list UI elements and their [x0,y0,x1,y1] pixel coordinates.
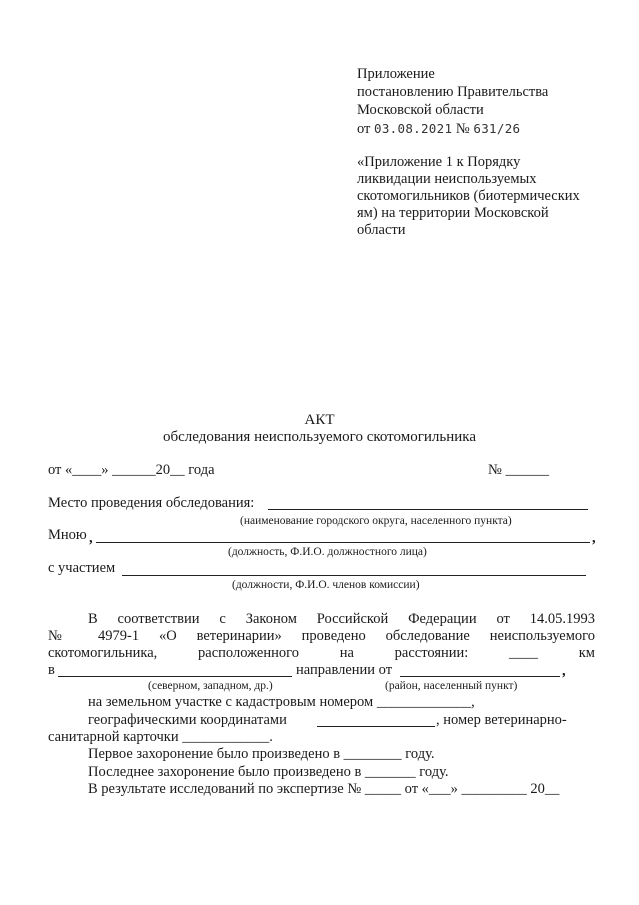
header-date-line [357,120,520,138]
coords-suffix: , номер ветеринарно- [436,712,567,728]
place-hint: (наименование городского округа, населенного пункта) [240,515,512,527]
participation-field[interactable] [122,575,586,576]
by-me-label: Мною [48,527,87,543]
participation-label: с участием [48,560,116,576]
header-line-3: Московской области [357,102,484,118]
district-field[interactable] [400,676,560,677]
by-me-hint: (должность, Ф.И.О. должностного лица) [228,546,427,558]
body-p1-line4-direction: направлении от [296,662,393,678]
district-comma: , [562,663,566,679]
act-subtitle: обследования неиспользуемого скотомогильника [162,429,477,445]
place-label: Место проведения обследования: [48,495,255,511]
participation-hint: (должности, Ф.И.О. членов комиссии) [232,579,420,591]
act-title: АКТ [304,412,335,428]
place-field[interactable] [268,509,588,510]
district-hint: (район, населенный пункт) [385,680,518,692]
coords-field[interactable] [317,726,435,727]
result-line[interactable]: В результате исследований по экспертизе № _____ от «___» _________ 20__ [88,781,560,797]
act-number-line[interactable]: № ______ [488,462,549,478]
body-p1-line4-prefix: в [48,662,55,678]
by-me-comma-right: , [592,530,596,546]
last-burial-line[interactable]: Последнее захоронение было произведено в _______ году. [88,764,449,780]
body-p1-line3: скотомогильника, расположенного на расстоянии: ____ км [48,645,595,661]
body-p1-line1: В соответствии с Законом Российской Федерации от 14.05.1993 [88,611,595,627]
appendix-line-2: ликвидации неиспользуемых [357,171,537,187]
by-me-field[interactable] [96,542,590,543]
first-burial-line[interactable]: Первое захоронение было произведено в ________ году. [88,746,435,762]
appendix-line-4: ям) на территории Московской [357,205,549,221]
appendix-line-5: области [357,222,406,238]
header-number-sign: № [455,121,470,137]
header-date-value: 03.08.2021 [374,121,453,136]
sanitary-line[interactable]: санитарной карточки ____________. [48,729,273,745]
header-line-1: Приложение [357,66,435,82]
body-p1-line2: № 4979-1 «О ветеринарии» проведено обследование неиспользуемого [48,628,595,644]
appendix-line-1: «Приложение 1 к Порядку [357,154,521,170]
direction-hint: (северном, западном, др.) [148,680,273,692]
header-date-prefix: от [357,121,371,137]
direction-field[interactable] [58,676,292,677]
plot-line[interactable]: на земельном участке с кадастровым номером _____________, [88,694,475,710]
act-date-line[interactable]: от «____» ______20__ года [48,462,215,478]
header-line-2: постановлению Правительства [357,84,549,100]
appendix-line-3: скотомогильников (биотермических [357,188,580,204]
coords-label: географическими координатами [88,712,287,728]
header-number-value: 631/26 [473,121,521,136]
by-me-comma-left: , [89,530,93,546]
